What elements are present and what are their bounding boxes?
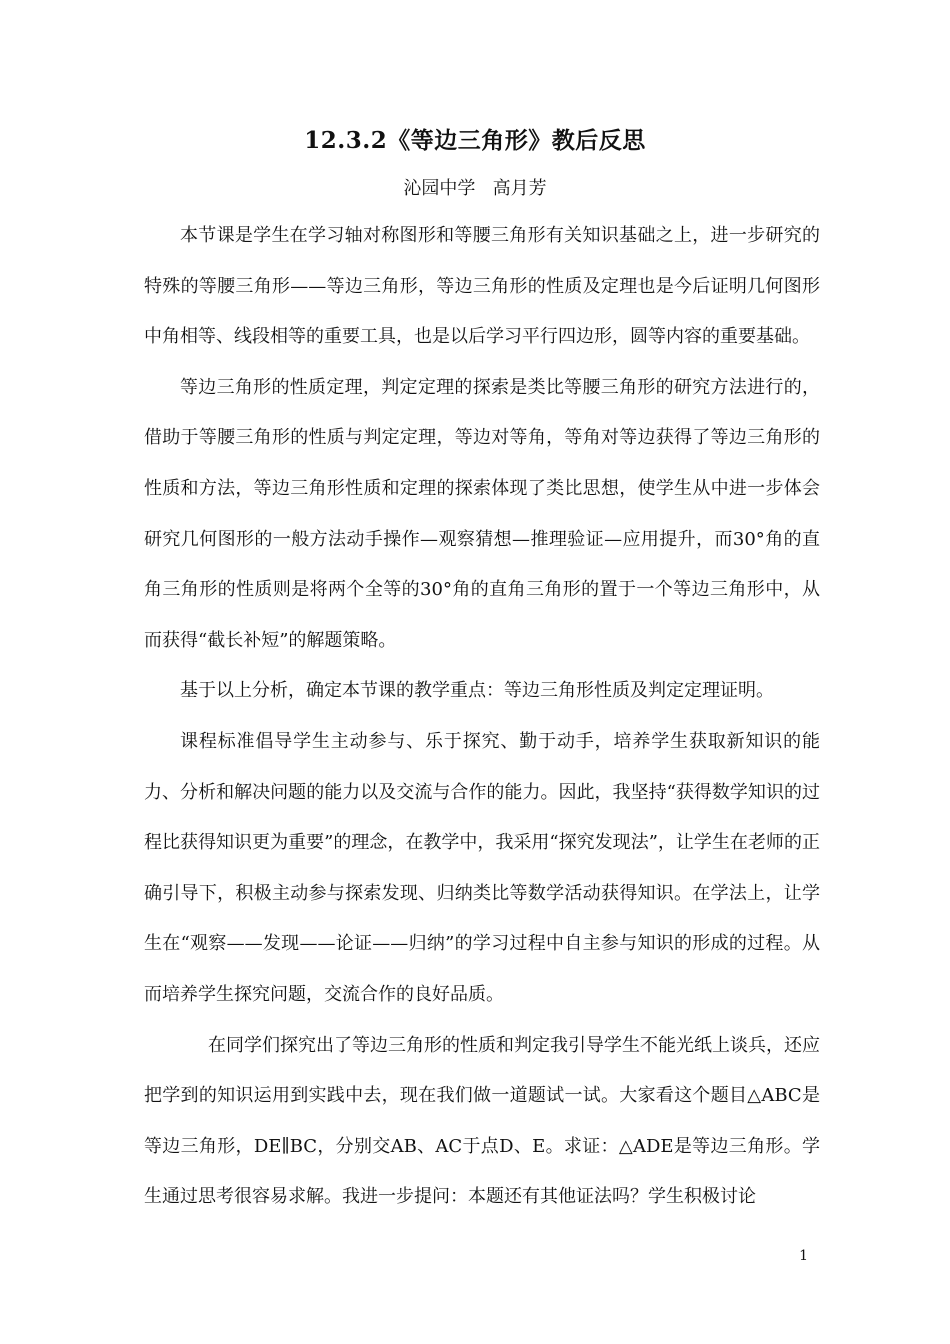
page-number: 1 (799, 1248, 808, 1264)
document-body (144, 211, 820, 1223)
document-author: 沁园中学 高月芳 (403, 178, 547, 199)
paragraph-2: 等边三角形的性质定理，判定定理的探索是类比等腰三角形的研究方法进行的，借助于等腰三角形的性质与判定定理，等边对等角，等角对等边获得了等边三角形的性质和方法，等边三角形性质和定理的探索体现了类比思想，使学生从中进一步体会研究几何图形的一般方法动手操作—观察猜想—推理验证—应用提升，而30°角的直角三角形的性质则是将两个全等的30°角的直角三角形的置于一个等边三角形中，从而获得“截长补短”的解题策略。 (144, 376, 820, 651)
document-title: 12.3.2《等边三角形》教后反思 (304, 127, 646, 154)
paragraph-3: 基于以上分析，确定本节课的教学重点：等边三角形性质及判定定理证明。 (180, 680, 774, 702)
paragraph-5: 在同学们探究出了等边三角形的性质和判定我引导学生不能光纸上谈兵，还应把学到的知识运用到实践中去，现在我们做一道题试一试。大家看这个题目△ABC是等边三角形，DE∥BC，分别交AB、AC于点D、E。求证：△ADE是等边三角形。学生通过思考很容易求解。我进一步提问：本题还有其他证法吗？学生积极讨论 (144, 1034, 820, 1208)
paragraph-4: 课程标准倡导学生主动参与、乐于探究、勤于动手，培养学生获取新知识的能力、分析和解决问题的能力以及交流与合作的能力。因此，我坚持“获得数学知识的过程比获得知识更为重要”的理念，在教学中，我采用“探究发现法”，让学生在老师的正确引导下，积极主动参与探索发现、归纳类比等数学活动获得知识。在学法上，让学生在“观察——发现——论证——归纳”的学习过程中自主参与知识的形成的过程。从而培养学生探究问题，交流合作的良好品质。 (144, 730, 820, 1005)
paragraph-1: 本节课是学生在学习轴对称图形和等腰三角形有关知识基础之上，进一步研究的特殊的等腰三角形——等边三角形，等边三角形的性质及定理也是今后证明几何图形中角相等、线段相等的重要工具，也是以后学习平行四边形，圆等内容的重要基础。 (144, 225, 820, 348)
